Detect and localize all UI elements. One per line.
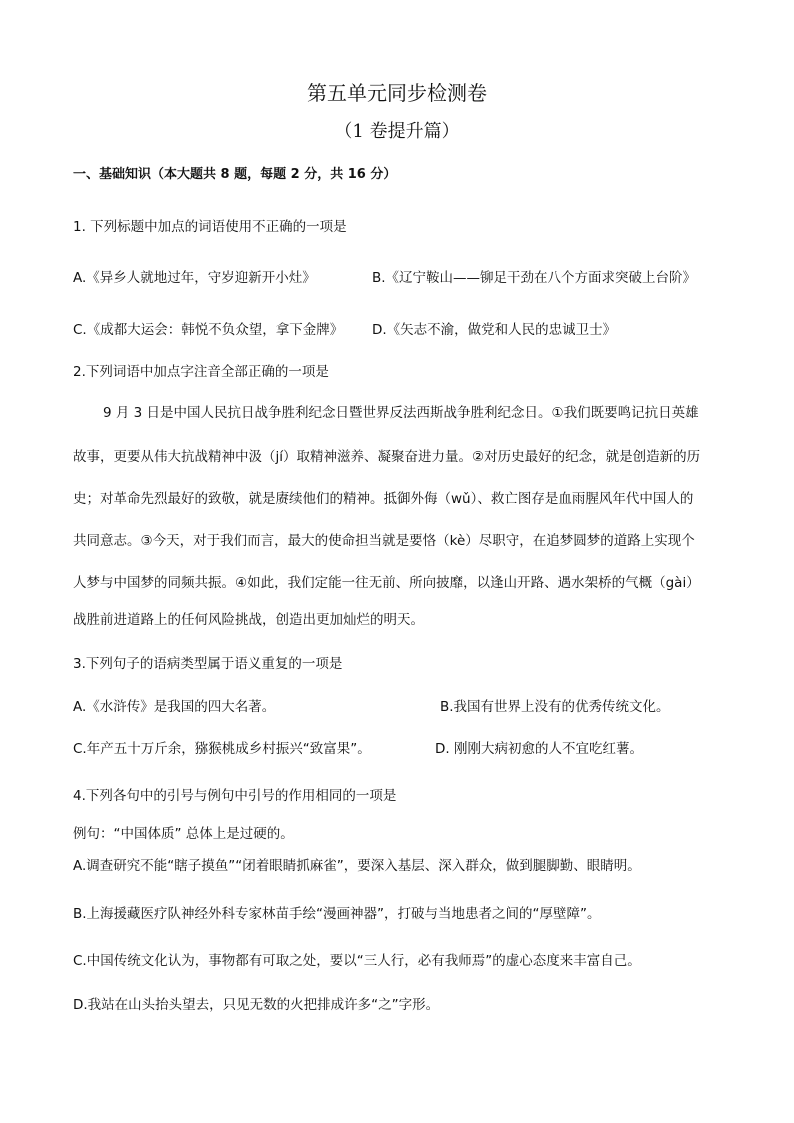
section-heading: 一、基础知识（本大题共 8 题，每题 2 分，共 16 分） xyxy=(73,167,397,182)
question-2-passage-line: 战胜前进道路上的任何风险挑战，创造出更加灿烂的明天。 xyxy=(73,612,424,628)
question-4-option-b: B.上海援藏医疗队神经外科专家林苗手绘“漫画神器”，打破与当地患者之间的“厚壁障”。 xyxy=(73,906,601,922)
page-title: 第五单元同步检测卷 xyxy=(307,81,487,105)
question-2-stem: 2.下列词语中加点字注音全部正确的一项是 xyxy=(73,364,329,380)
question-1-option-d: D.《矢志不渝，做党和人民的忠诚卫士》 xyxy=(372,322,617,338)
question-2-passage-line: 人梦与中国梦的同频共振。④如此，我们定能一往无前、所向披靡，以逢山开路、遇水架桥的气概（gài） xyxy=(73,575,700,591)
question-1-stem: 1. 下列标题中加点的词语使用不正确的一项是 xyxy=(73,219,347,235)
question-3-option-c: C.年产五十万斤余，猕猴桃成乡村振兴“致富果”。 xyxy=(73,741,371,757)
question-2-passage-line: 9 月 3 日是中国人民抗日战争胜利纪念日暨世界反法西斯战争胜利纪念日。①我们既要鸣记抗日英雄 xyxy=(103,405,699,421)
question-4-example: 例句：“中国体质” 总体上是过硬的。 xyxy=(73,826,294,842)
question-2-passage-line: 史；对革命先烈最好的致敬，就是赓续他们的精神。抵御外侮（wǔ）、救亡图存是血雨腥风年代中国人的 xyxy=(73,491,694,507)
question-1-option-b: B.《辽宁鞍山——铆足干劲在八个方面求突破上台阶》 xyxy=(372,270,697,286)
question-3-stem: 3.下列句子的语病类型属于语义重复的一项是 xyxy=(73,656,343,672)
question-1-option-c: C.《成都大运会：韩悦不负众望，拿下金牌》 xyxy=(73,322,344,338)
question-3-option-d: D. 刚刚大病初愈的人不宜吃红薯。 xyxy=(435,741,643,757)
question-4-option-c: C.中国传统文化认为，事物都有可取之处，要以“三人行，必有我师焉”的虚心态度来丰富自己。 xyxy=(73,953,641,969)
question-3-option-b: B.我国有世界上没有的优秀传统文化。 xyxy=(440,699,670,715)
question-3-option-a: A.《水浒传》是我国的四大名著。 xyxy=(73,699,276,715)
question-1-option-a: A.《异乡人就地过年，守岁迎新开小灶》 xyxy=(73,270,316,286)
question-4-option-a: A.调查研究不能“瞎子摸鱼”“闭着眼睛抓麻雀”，要深入基层、深入群众，做到腿脚勤、眼睛明。 xyxy=(73,858,641,874)
question-2-passage-line: 共同意志。③今天，对于我们而言，最大的使命担当就是要恪（kè）尽职守，在追梦圆梦的道路上实现个 xyxy=(73,533,695,549)
question-2-passage-line: 故事，更要从伟大抗战精神中汲（jí）取精神滋养、凝聚奋进力量。②对历史最好的纪念，就是创造新的历 xyxy=(73,449,701,465)
question-4-option-d: D.我站在山头抬头望去，只见无数的火把排成许多“之”字形。 xyxy=(73,997,440,1013)
page-subtitle: （1 卷提升篇） xyxy=(334,121,460,142)
question-4-stem: 4.下列各句中的引号与例句中引号的作用相同的一项是 xyxy=(73,788,397,804)
